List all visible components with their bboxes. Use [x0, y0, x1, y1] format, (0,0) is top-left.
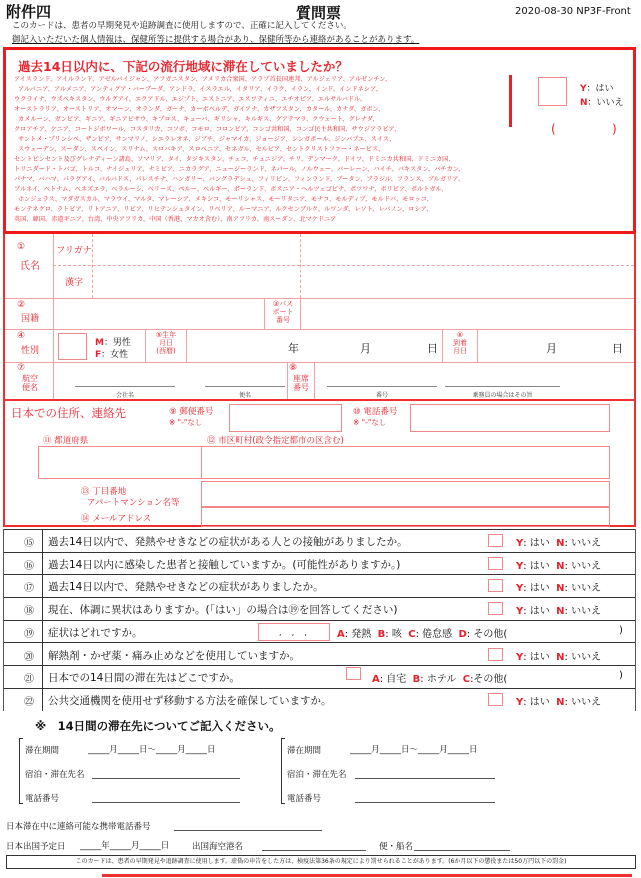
travel-history-section [3, 47, 636, 234]
flight-number-mark: ⑦ [17, 363, 26, 373]
dob-year-unit: 年 [288, 342, 299, 355]
postal-label: ⑨ 郵便番号 [169, 407, 214, 417]
travel-answer-box[interactable] [538, 77, 567, 106]
no-label: : いいえ [564, 560, 602, 572]
stay-section-title: ※ 14日間の滞在先についてご記入ください。 [35, 719, 281, 733]
country-line: サントメ・プリンシペ、ザンビア、サンマリノ、シエラレオネ、ジブチ、ジャマイカ、ジョージア、シンガポール、ジンバブエ、スイス、 [18, 136, 396, 143]
passport-label-1: パス [279, 300, 294, 308]
phone-input[interactable] [410, 404, 610, 432]
privacy-note: 御記入いただいた個人情報は、保健所等に提供する場合があり、保健所等から連絡があることがあります。 [12, 35, 420, 45]
question-number: ㉑ [24, 674, 34, 686]
country-line: 英国、韓国、赤道ギニア、台湾、中央アフリカ、中国（香港、マカオ含む）、南アフリカ、南スーダン、北マケドニア [14, 216, 337, 223]
male-key: M [95, 338, 104, 348]
answer-box[interactable] [488, 602, 503, 615]
dob-day-unit: 日 [427, 342, 438, 355]
yes-key: Y [580, 84, 587, 94]
home-label: : 自宅 [379, 674, 407, 686]
no-label: : いいえ [564, 583, 602, 595]
yes-label: ：はい [586, 84, 614, 94]
port-input[interactable] [262, 850, 366, 851]
question-number: ⑯ [24, 560, 34, 572]
no-option [580, 95, 624, 108]
arrival-number: ⑥ [456, 331, 464, 339]
female-label: ：女性 [101, 350, 129, 360]
nationality-input[interactable] [55, 300, 262, 328]
nationality-number: ② [17, 300, 26, 310]
seat-label [289, 374, 313, 392]
dob-label-3: (西暦) [156, 347, 176, 355]
c-key: C [408, 628, 416, 640]
ship-label: 便・船名 [379, 842, 414, 852]
dob-label [147, 331, 185, 355]
port-label: 出国海空港名 [192, 842, 244, 852]
yes-no-options [516, 557, 601, 572]
fever-label: : 発熱 [344, 628, 372, 640]
b-key: B [377, 628, 386, 640]
yes-label: : はい [523, 583, 550, 595]
city-label: ⑫ 市区町村(政令指定都市の区含む) [207, 436, 344, 446]
female-option [95, 347, 128, 360]
mobile-input[interactable] [174, 830, 322, 831]
other-label: :その他( [470, 674, 508, 686]
yes-no-options [516, 534, 601, 549]
yes-label: : はい [523, 606, 550, 618]
question-row [4, 666, 635, 689]
fatigue-label: : 倦怠感 [415, 628, 453, 640]
address-section [3, 399, 636, 527]
bottom-rule [102, 874, 632, 877]
no-label: : いいえ [564, 606, 602, 618]
stay-period-value[interactable]: _____月_____日～_____月_____日 [88, 745, 216, 755]
country-line: アルバニア、アルメニア、アンティグア・バーブーダ、アンドラ、イスラエル、イタリア、イラク、イラン、インド、インドネシア、 [18, 86, 382, 93]
yes-no-options [516, 648, 601, 663]
stay-place-label-2: 宿泊・滞在先名 [287, 770, 347, 780]
city-input[interactable] [201, 446, 610, 479]
phone-label: ⑩ 電話番号 [353, 407, 398, 417]
yes-key: Y [516, 538, 524, 549]
yes-no-options [516, 693, 601, 708]
country-field-open: ( [551, 122, 556, 136]
arrival-month-unit: 月 [546, 342, 557, 355]
no-key: N [556, 560, 565, 572]
passport-label-3: 番号 [276, 316, 290, 324]
question-text: 現在、体調に異状はありますか。(「はい」の場合は⑲を回答してください) [48, 604, 398, 617]
country-list [14, 75, 519, 225]
question-number: ㉒ [24, 696, 34, 708]
question-row [4, 689, 635, 712]
street-label-1: ⑬ 丁目番地 [81, 487, 127, 497]
stay-period-label: 滞在期間 [25, 746, 60, 756]
seat-input[interactable] [327, 368, 437, 386]
yes-no-options [516, 602, 601, 617]
name-number: ① [17, 242, 26, 252]
no-key: N [556, 696, 565, 708]
sex-label: 性別 [20, 346, 39, 356]
question-text: 過去14日以内で、発熱やせきなどの症状がある人との接触がありましたか。 [48, 536, 408, 548]
company-caption: 会社名 [115, 392, 134, 399]
document-id: 2020-08-30 NP3F-Front [515, 6, 631, 17]
no-key: N [556, 538, 565, 549]
question-number: ⑮ [24, 538, 34, 549]
yes-no-options [516, 579, 601, 594]
street-input[interactable] [201, 481, 610, 507]
country-line: モンテネグロ、ラトビア、リトアニア、リビア、リヒテンシュタイン、リベリア、ルーマニア、ルクセンブルク、ルワンダ、レソト、レバノン、ロシア、 [14, 206, 433, 213]
country-line: パナマ、バハマ、パラグアイ、バルバドス、パレスチナ、ハンガリー、バングラデシュ、フィリピン、フィンランド、ブータン、ブラジル、フランス、ブルガリア、 [14, 176, 465, 183]
hotel-label: : ホテル [420, 674, 457, 686]
stay-phone-input-2[interactable] [355, 802, 495, 803]
symptom-input[interactable]: , , , [258, 623, 330, 641]
no-label: : いいえ [564, 696, 602, 708]
other-label: : その他( [466, 628, 508, 640]
arrival-label [445, 331, 475, 355]
flight-caption: 便名 [238, 392, 251, 399]
divider [509, 75, 512, 127]
country-line: ウクライナ、ウズベキスタン、ウルグアイ、エクアドル、エジプト、エストニア、エスワティニ、エチオピア、エルサルバドル、 [14, 96, 366, 103]
question-number: ⑳ [24, 651, 34, 663]
stay-phone-input[interactable] [92, 802, 240, 803]
page-title: 質問票 [296, 4, 342, 22]
yes-key: Y [516, 606, 524, 618]
street-label-2: アパートマンション名等 [87, 498, 180, 508]
no-key: N [556, 651, 565, 663]
dob-label-1: 生年 [162, 331, 177, 339]
stay-period-value-2[interactable]: _____月_____日～_____月_____日 [350, 745, 478, 755]
travel-question: 過去14日以内に、下記の流行地域に滞在していましたか？ [18, 59, 348, 74]
stay-options [372, 670, 507, 685]
dob-month-unit: 月 [360, 342, 371, 355]
country-line: ブルネイ、ベトナム、ベネズエラ、ベラルーシ、ベリーズ、ペルー、ベルギー、ポーランド、ボスニア・ヘルツェゴビナ、ボツワナ、ボリビア、ポルトガル、 [14, 186, 448, 193]
answer-box[interactable] [488, 557, 503, 570]
answer-box[interactable] [488, 579, 503, 592]
stay-period-label-2: 滞在期間 [287, 746, 322, 756]
arrival-label-2: 月日 [453, 347, 467, 355]
furigana-label: フリガナ [56, 246, 92, 256]
question-number: ⑰ [24, 583, 34, 595]
dob-number: ⑤ [155, 331, 163, 339]
phone-note: ※ "-"なし [353, 418, 387, 427]
yes-label: : はい [523, 696, 550, 708]
airline-company-input[interactable] [75, 368, 175, 386]
cough-label: : 咳 [385, 628, 402, 640]
c-key: C [462, 674, 471, 686]
answer-box[interactable] [488, 648, 503, 661]
passport-input[interactable] [303, 300, 633, 328]
email-input[interactable] [201, 507, 610, 527]
country-line: スウェーデン、スーダン、スペイン、スリナム、スロバキア、スロベニア、セネガル、セルビア、セントクリストファー・ネービス、 [18, 146, 385, 153]
flight-number-input[interactable] [205, 368, 285, 386]
male-label: ：男性 [103, 338, 131, 348]
country-line: クロアチア、ケニア、コートジボワール、コスタリカ、コソボ、コモロ、コロンビア、コンゴ共和国、コンゴ民主共和国、サウジアラビア、 [14, 126, 401, 133]
sex-number: ④ [17, 331, 26, 341]
postal-note: ※ "-"なし [169, 418, 203, 427]
close-paren: ) [619, 670, 623, 682]
question-row [4, 644, 635, 667]
kanji-label: 漢字 [64, 278, 83, 288]
country-line: トリニダード・トバゴ、トルコ、ナイジェリア、ナミビア、ニカラグア、ニュージーランド、ネパール、ノルウェー、バーレーン、ハイチ、パキスタン、バチカン、 [14, 166, 465, 173]
departure-date-input[interactable]: _____年_____月_____日 [80, 841, 170, 851]
furigana-family-input[interactable] [95, 236, 299, 264]
question-text: 過去14日以内で、発熱やせきなどの症状がありましたか。 [48, 581, 324, 594]
no-key: N [556, 583, 565, 595]
arrival-label-1: 到着 [453, 339, 467, 347]
answer-box[interactable] [346, 667, 361, 680]
country-line: カメルーン、ガンビア、ギニア、ギニアビサウ、キプロス、キューバ、ギリシャ、キルギス、グアテマラ、クウェート、グレナダ、 [18, 116, 379, 123]
b-key: B [412, 674, 421, 686]
flight-label-2: 便名 [22, 383, 38, 392]
answer-box[interactable] [488, 534, 503, 547]
name-label: 氏名 [20, 261, 40, 272]
country-line: アイスランド、アイルランド、アゼルバイジャン、アフガニスタン、アメリカ合衆国、アラブ首長国連邦、アルジェリア、アルゼンチン、 [14, 76, 392, 83]
a-key: A [337, 628, 345, 640]
question-row [4, 530, 635, 553]
question-number: ⑲ [24, 628, 34, 640]
yes-key: Y [516, 651, 524, 663]
arrival-input[interactable] [480, 331, 632, 361]
yes-option [580, 81, 614, 94]
question-text: 解熱剤・かぜ薬・痛み止めなどを使用していますか。 [48, 649, 300, 662]
no-label: ：いいえ [587, 98, 624, 108]
question-text: 公共交通機関を使用せず移動する方法を確保していますか。 [48, 694, 332, 707]
furigana-given-input[interactable] [303, 236, 633, 264]
close-paren: ) [619, 624, 623, 636]
question-row [4, 553, 635, 576]
yes-label: : はい [523, 651, 550, 663]
intro-note: このカードは、患者の早期発見や追跡調査に使用しますので、正確に記入してください。 [12, 21, 352, 31]
stay-place-input[interactable] [92, 778, 240, 779]
bracket [19, 738, 23, 804]
prefecture-input[interactable] [38, 446, 202, 479]
mobile-label: 日本滞在中に連絡可能な携帯電話番号 [6, 822, 151, 832]
flight-label [13, 374, 47, 392]
departure-label: 日本出国予定日 [6, 842, 66, 852]
passport-label [267, 300, 299, 324]
country-field-close: ) [612, 122, 617, 136]
question-row [4, 598, 635, 621]
question-row [4, 575, 635, 598]
stay-phone-label-2: 電話番号 [287, 794, 322, 804]
kanji-family-input[interactable] [95, 267, 299, 297]
question-text: 日本での14日間の滞在先はどこですか。 [48, 672, 240, 685]
seat-label-2: 番号 [293, 383, 309, 392]
passport-number-mark: ③ [272, 300, 280, 308]
d-key: D [458, 628, 467, 640]
legal-note: このカードは、患者の早期発見や追跡調査に使用します。虚偽の申告をした方は、検疫法第36条の規定により罰せられることがあります。(6か月以下の懲役または50万円以下の罰金) [6, 855, 636, 869]
crew-input[interactable] [445, 368, 560, 386]
yes-label: : はい [523, 538, 550, 549]
yes-label: : はい [523, 560, 550, 572]
no-label: : いいえ [564, 651, 602, 663]
attachment-label: 附件四 [6, 3, 52, 21]
address-heading: 日本での住所、連絡先 [11, 406, 126, 420]
yes-key: Y [516, 696, 524, 708]
sex-input[interactable] [58, 333, 87, 360]
country-line: オーストラリア、オーストリア、オマーン、オランダ、ガーナ、カーボベルデ、ガイアナ、カザフスタン、カタール、カナダ、ガボン、 [14, 106, 385, 113]
bracket [281, 738, 285, 804]
kanji-given-input[interactable] [303, 267, 633, 297]
prefecture-label: ⑪ 都道府県 [43, 436, 89, 446]
passport-label-2: ポート [272, 308, 294, 316]
yes-key: Y [516, 560, 524, 572]
question-text: 症状はどれですか。 [48, 626, 143, 639]
number-caption: 番号 [375, 392, 388, 399]
crew-caption: 乗務員の場合はその旨 [472, 392, 533, 399]
symptom-options [337, 625, 507, 640]
female-key: F [95, 350, 102, 360]
dob-input[interactable] [189, 331, 441, 361]
personal-info-section [3, 234, 636, 400]
email-label: ⑭ メールアドレス [81, 514, 152, 524]
country-line: ホンジュラス、マダガスカル、マラウイ、マルタ、マレーシア、メキシコ、モーリシャス、モーリタニア、モナコ、モルディブ、モルドバ、モロッコ、 [18, 196, 433, 203]
no-key: N [556, 606, 565, 618]
yes-key: Y [516, 583, 524, 595]
a-key: A [372, 674, 380, 686]
stay-phone-label: 電話番号 [25, 794, 60, 804]
question-row [4, 621, 635, 644]
ship-input[interactable] [414, 850, 510, 851]
postal-code-input[interactable] [229, 404, 342, 432]
question-number: ⑱ [24, 606, 34, 618]
answer-box[interactable] [488, 693, 503, 706]
question-text: 過去14日以内に感染した患者と接触していますか。(可能性がありますか。) [48, 558, 401, 571]
seat-label-1: 座席 [293, 374, 309, 383]
nationality-label: 国籍 [20, 314, 39, 324]
dob-label-2: 月日 [159, 339, 173, 347]
flight-label-1: 航空 [22, 374, 38, 383]
seat-number-mark: ⑧ [289, 363, 298, 373]
no-key: N [580, 98, 588, 108]
stay-place-input-2[interactable] [355, 778, 495, 779]
no-label: : いいえ [564, 538, 602, 549]
health-questions [3, 529, 636, 711]
country-line: セントビンセント及びグレナディーン諸島、ソマリア、タイ、タジキスタン、チェコ、チュニジア、チリ、デンマーク、ドイツ、ドミニカ共和国、ドミニカ国、 [14, 156, 455, 163]
stay-place-label: 宿泊・滞在先名 [25, 770, 85, 780]
arrival-day-unit: 日 [612, 342, 623, 355]
